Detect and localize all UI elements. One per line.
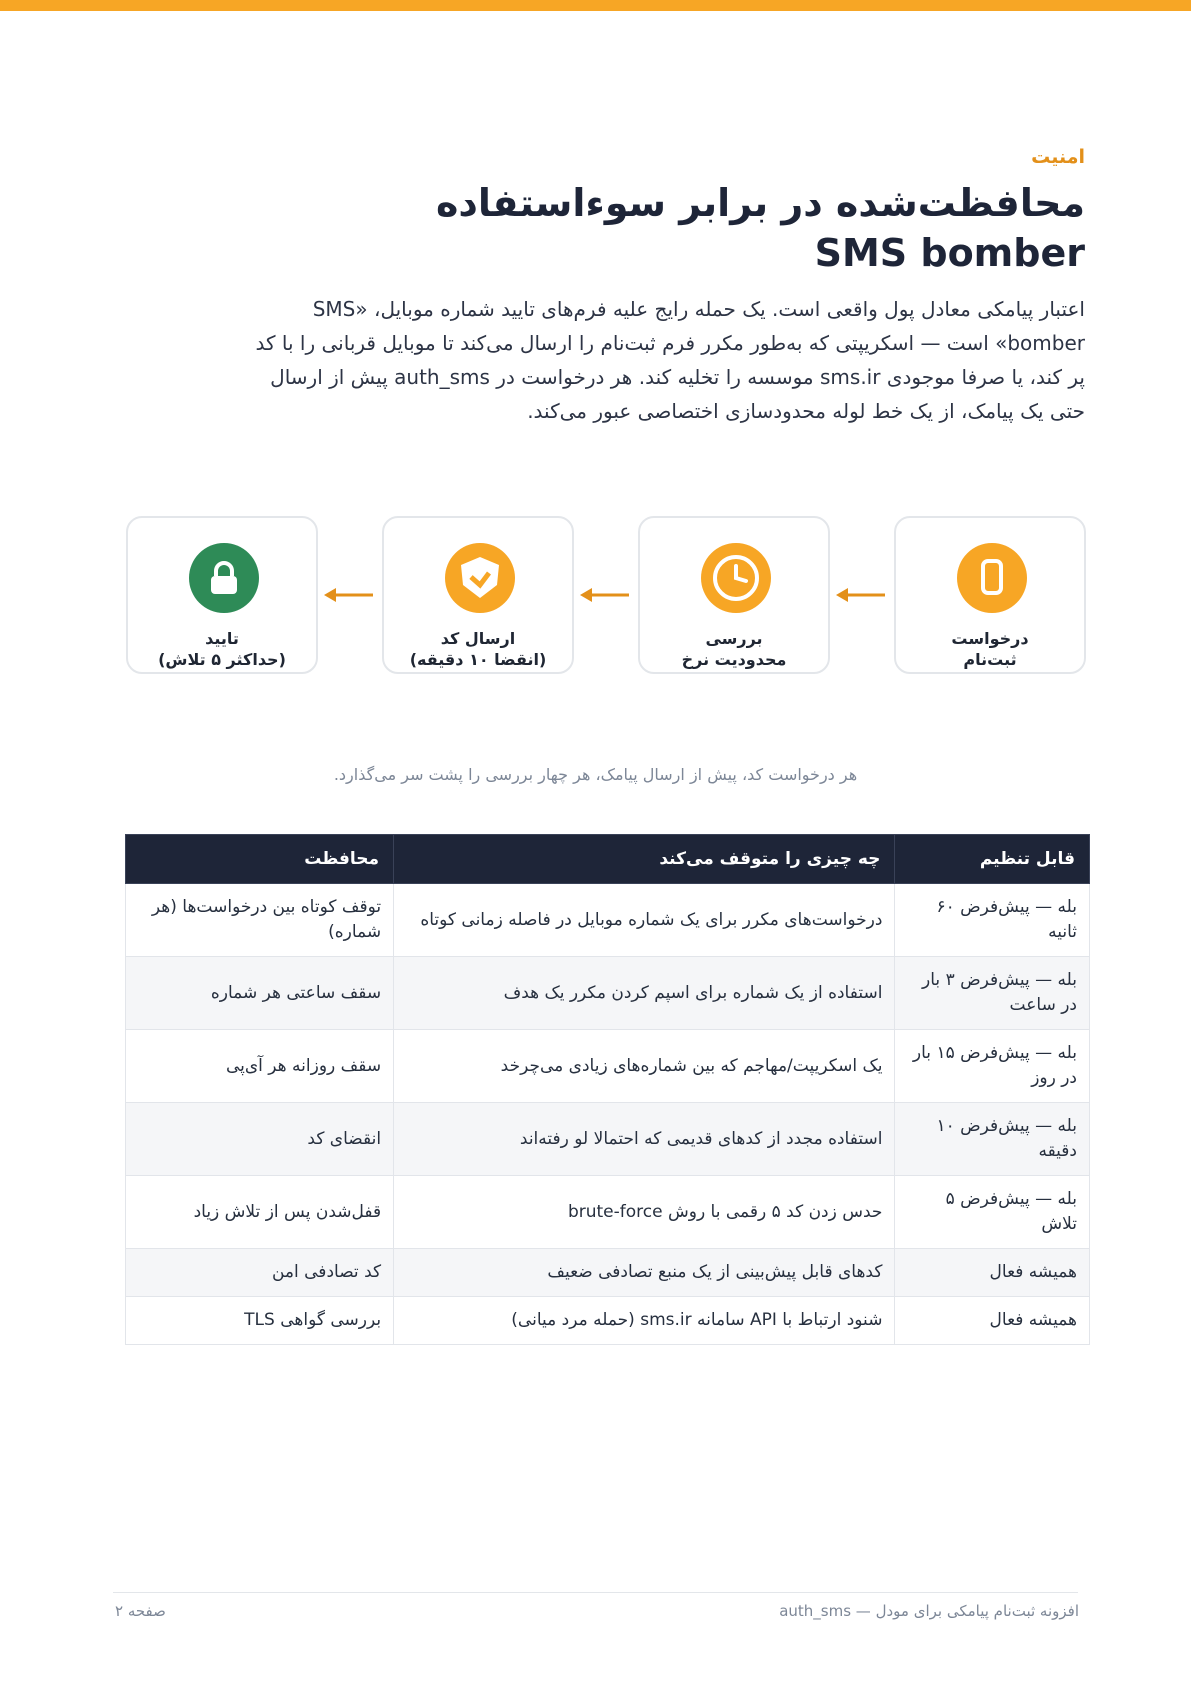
table-row — [126, 1030, 1090, 1103]
table-cell: بله — پیش‌فرض ۶۰ ثانیه — [895, 884, 1090, 957]
table-cell: درخواست‌های مکرر برای یک شماره موبایل در فاصله زمانی کوتاه — [394, 884, 895, 957]
page-title-line1: محافظت‌شده در برابر سوءاستفاده — [435, 181, 1085, 225]
table-cell: بله — پیش‌فرض ۳ بار در ساعت — [895, 957, 1090, 1030]
top-accent-bar — [0, 0, 1191, 11]
protection-flow — [0, 516, 1191, 674]
lock-icon — [189, 543, 259, 613]
section-eyebrow: امنیت — [1031, 146, 1085, 168]
table-cell: همیشه فعال — [895, 1249, 1090, 1297]
lead-paragraph: اعتبار پیامکی معادل پول واقعی است. یک حمله رایج علیه فرم‌های تایید شماره موبایل، «SMS bomber» است — اسکریپتی که به‌طور مکرر فرم ثبت‌نام را ارسال می‌کند تا موبایل قربانی را با کد پر کند، یا صرفا موجودی sms.ir موسسه را تخلیه کند. هر درخواست در auth_sms پیش از ارسال حتی یک پیامک، از یک خط لوله محدودسازی اختصاصی عبور می‌کند. — [255, 297, 1085, 423]
table-row — [126, 884, 1090, 957]
table-cell: همیشه فعال — [895, 1297, 1090, 1345]
column-header: چه چیزی را متوقف می‌کند — [394, 835, 895, 884]
flow-step-label: ارسال کد (انقضا ۱۰ دقیقه) — [409, 629, 547, 669]
column-header: محافظت — [126, 835, 394, 884]
flow-caption: هر درخواست کد، پیش از ارسال پیامک، هر چهار بررسی را پشت سر می‌گذارد. — [333, 765, 858, 784]
flow-step-rate-limit — [638, 516, 830, 674]
send-code-icon — [445, 543, 515, 613]
flow-step-label: تایید (حداکثر ۵ تلاش) — [158, 629, 286, 669]
table-row — [126, 1176, 1090, 1249]
page-title — [265, 178, 1085, 278]
table-cell: سقف ساعتی هر شماره — [126, 957, 394, 1030]
table-cell: شنود ارتباط با API سامانه sms.ir (حمله مرد میانی) — [394, 1297, 895, 1345]
flow-arrow — [324, 587, 374, 603]
flow-step-request — [894, 516, 1086, 674]
flow-step-label: درخواست ثبت‌نام — [951, 629, 1029, 669]
flow-arrow — [836, 587, 886, 603]
flow-step-label: بررسی محدودیت نرخ — [681, 629, 787, 669]
table-row — [126, 1103, 1090, 1176]
flow-step-verify — [126, 516, 318, 674]
table-cell: کد تصادفی امن — [126, 1249, 394, 1297]
table-cell: انقضای کد — [126, 1103, 394, 1176]
table-row — [126, 957, 1090, 1030]
table-cell: بله — پیش‌فرض ۱۰ دقیقه — [895, 1103, 1090, 1176]
flow-arrow — [580, 587, 630, 603]
flow-step-send-code — [382, 516, 574, 674]
table-cell: حدس زدن کد ۵ رقمی با روش brute-force — [394, 1176, 895, 1249]
table-cell: یک اسکریپت/مهاجم که بین شماره‌های زیادی می‌چرخد — [394, 1030, 895, 1103]
table-cell: قفل‌شدن پس از تلاش زیاد — [126, 1176, 394, 1249]
page-title-line2: SMS bomber — [814, 231, 1085, 275]
footer-doc-title: افزونه ثبت‌نام پیامکی برای مودل — auth_sms — [779, 1602, 1079, 1620]
table-header-row — [126, 835, 1090, 884]
table-cell: کدهای قابل پیش‌بینی از یک منبع تصادفی ضعیف — [394, 1249, 895, 1297]
phone-icon — [957, 543, 1027, 613]
page-header — [265, 146, 1085, 278]
table-cell: بله — پیش‌فرض ۱۵ بار در روز — [895, 1030, 1090, 1103]
table-cell: بررسی گواهی TLS — [126, 1297, 394, 1345]
table-row — [126, 1297, 1090, 1345]
table-row — [126, 1249, 1090, 1297]
footer-divider — [113, 1592, 1078, 1593]
table-cell: سقف روزانه هر آی‌پی — [126, 1030, 394, 1103]
table-cell: بله — پیش‌فرض ۵ تلاش — [895, 1176, 1090, 1249]
table-cell: استفاده از یک شماره برای اسپم کردن مکرر یک هدف — [394, 957, 895, 1030]
protections-table — [125, 834, 1090, 1345]
column-header: قابل تنظیم — [895, 835, 1090, 884]
table-cell: استفاده مجدد از کدهای قدیمی که احتمالا لو رفته‌اند — [394, 1103, 895, 1176]
table-cell: توقف کوتاه بین درخواست‌ها (هر شماره) — [126, 884, 394, 957]
clock-icon — [701, 543, 771, 613]
footer-page-number: صفحه ۲ — [115, 1602, 166, 1620]
